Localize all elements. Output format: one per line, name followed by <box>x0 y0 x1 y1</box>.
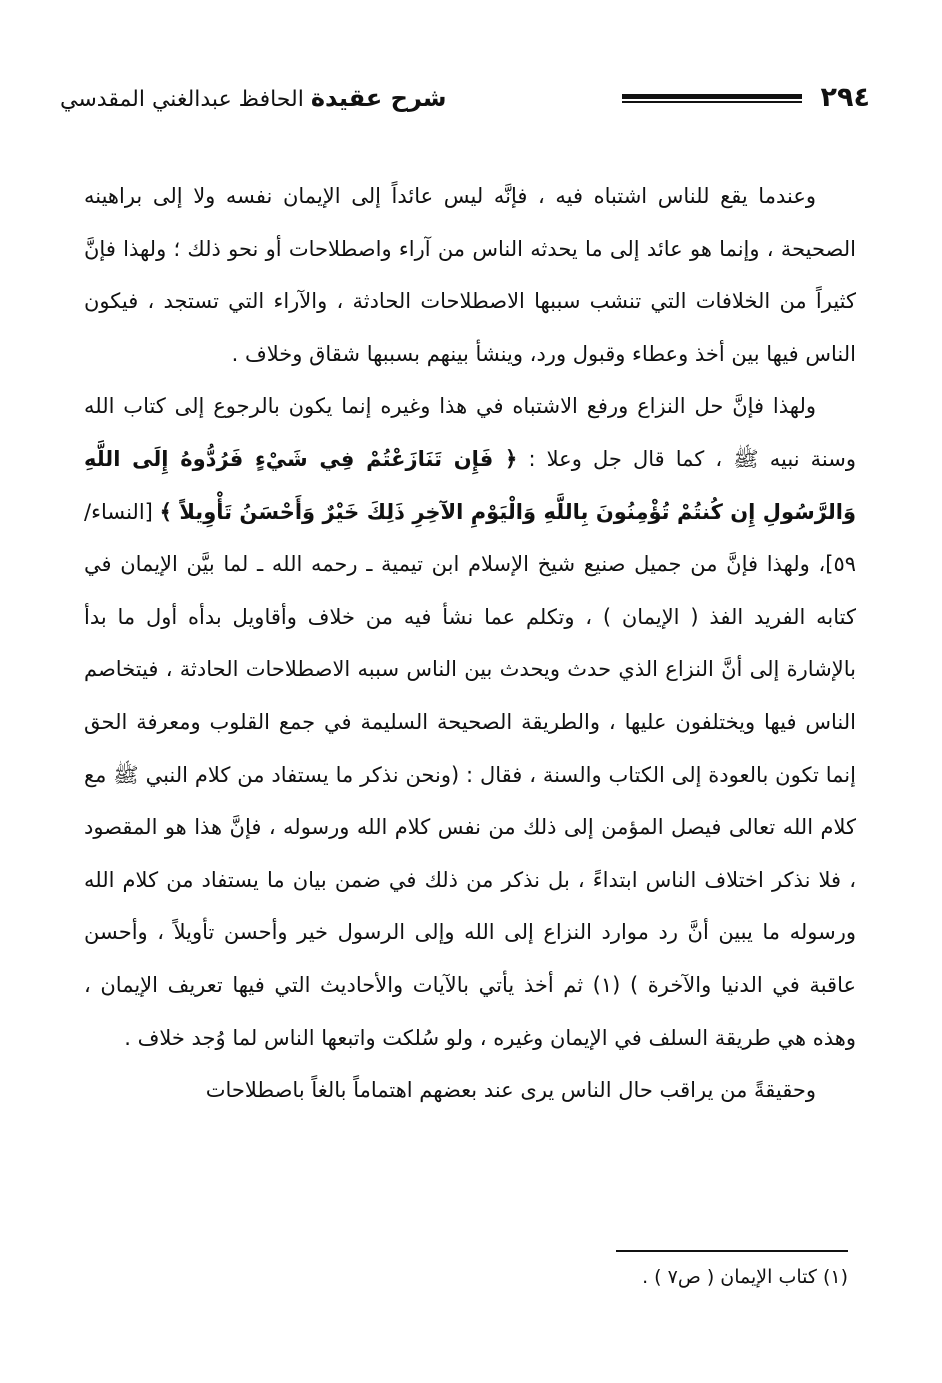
header-rule-thin <box>622 101 802 103</box>
paragraph-text: وعندما يقع للناس اشتباه فيه ، فإنَّه ليس عائداً إلى الإيمان نفسه ولا إلى براهينه الصحيحة ، وإنما هو عائد إلى ما يحدثه الناس من آراء واصطلاحات أو نحو ذلك ؛ ولهذا فإنَّ كثيراً من الخلافات التي تنشب سببها الاصطلاحات الحادثة ، والآراء التي تستجد ، فيكون الناس فيها بين أخذ وعطاء وقبول ورد، وينشأ بينهم بسببها شقاق وخلاف . <box>84 184 856 366</box>
paragraph-3 <box>84 1064 856 1117</box>
body-text <box>84 170 856 1117</box>
running-title-bold: شرح عقيدة <box>310 84 447 112</box>
running-title-rest: الحافظ عبدالغني المقدسي <box>60 87 304 112</box>
footnote: (١) كتاب الإيمان ( ص٧ ) . <box>642 1266 848 1288</box>
quran-verse: ﴿ فَإِن تَنَازَعْتُمْ فِي شَيْءٍ فَرُدُّوهُ إِلَى اللَّهِ وَالرَّسُولِ إِن كُنتُمْ تُؤْمِنُونَ بِاللَّهِ وَالْيَوْمِ الآخِرِ ذَلِكَ خَيْرٌ وَأَحْسَنُ تَأْوِيلاً ﴾ <box>84 446 856 524</box>
header-rule-thick <box>622 94 802 99</box>
paragraph-1 <box>84 170 856 380</box>
header-rule <box>622 94 802 103</box>
paragraph-text: [النساء/ ٥٩]، ولهذا فإنَّ من جميل صنيع شيخ الإسلام ابن تيمية ـ رحمه الله ـ لما بيَّن الإيمان في كتابه الفريد الفذ ( الإيمان ) ، وتكلم عما نشأ فيه من خلاف وأقاويل بدأه أول ما بدأ بالإشارة إلى أنَّ النزاع الذي حدث ويحدث بين الناس سببه الاصطلاحات الحادثة ، فيتخاصم الناس فيها ويختلفون عليها ، والطريقة الصحيحة السليمة في جمع القلوب ومعرفة الحق إنما تكون بالعودة إلى الكتاب والسنة ، فقال : (ونحن نذكر ما يستفاد من كلام النبي ﷺ مع كلام الله تعالى فيصل المؤمن إلى ذلك من نفس كلام الله ورسوله ، فإنَّ هذا هو المقصود ، فلا نذكر اختلاف الناس ابتداءً ، بل نذكر من ذلك في ضمن بيان ما يستفاد من كلام الله ورسوله ما يبين أنَّ رد موارد النزاع إلى الله وإلى الرسول خير وأحسن تأويلاً ، وأحسن عاقبة في الدنيا والآخرة ) (١) ثم أخذ يأتي بالآيات والأحاديث التي فيها تعريف الإيمان ، وهذه هي طريقة السلف في الإيمان وغيره ، ولو سُلكت واتبعها الناس لما وُجد خلاف . <box>84 499 856 1050</box>
paragraph-2 <box>84 380 856 1064</box>
page-number: ٢٩٤ <box>820 82 870 113</box>
footnote-rule <box>616 1250 848 1252</box>
paragraph-text: وحقيقةً من يراقب حال الناس يرى عند بعضهم اهتماماً بالغاً باصطلاحات <box>205 1078 816 1103</box>
page-header <box>60 78 870 118</box>
paragraph-text: ولهذا فإنَّ حل النزاع ورفع الاشتباه في هذا وغيره إنما يكون بالرجوع إلى كتاب الله وسنة نبيه ﷺ ، كما قال جل وعلا : <box>84 394 856 471</box>
running-title <box>60 78 447 120</box>
